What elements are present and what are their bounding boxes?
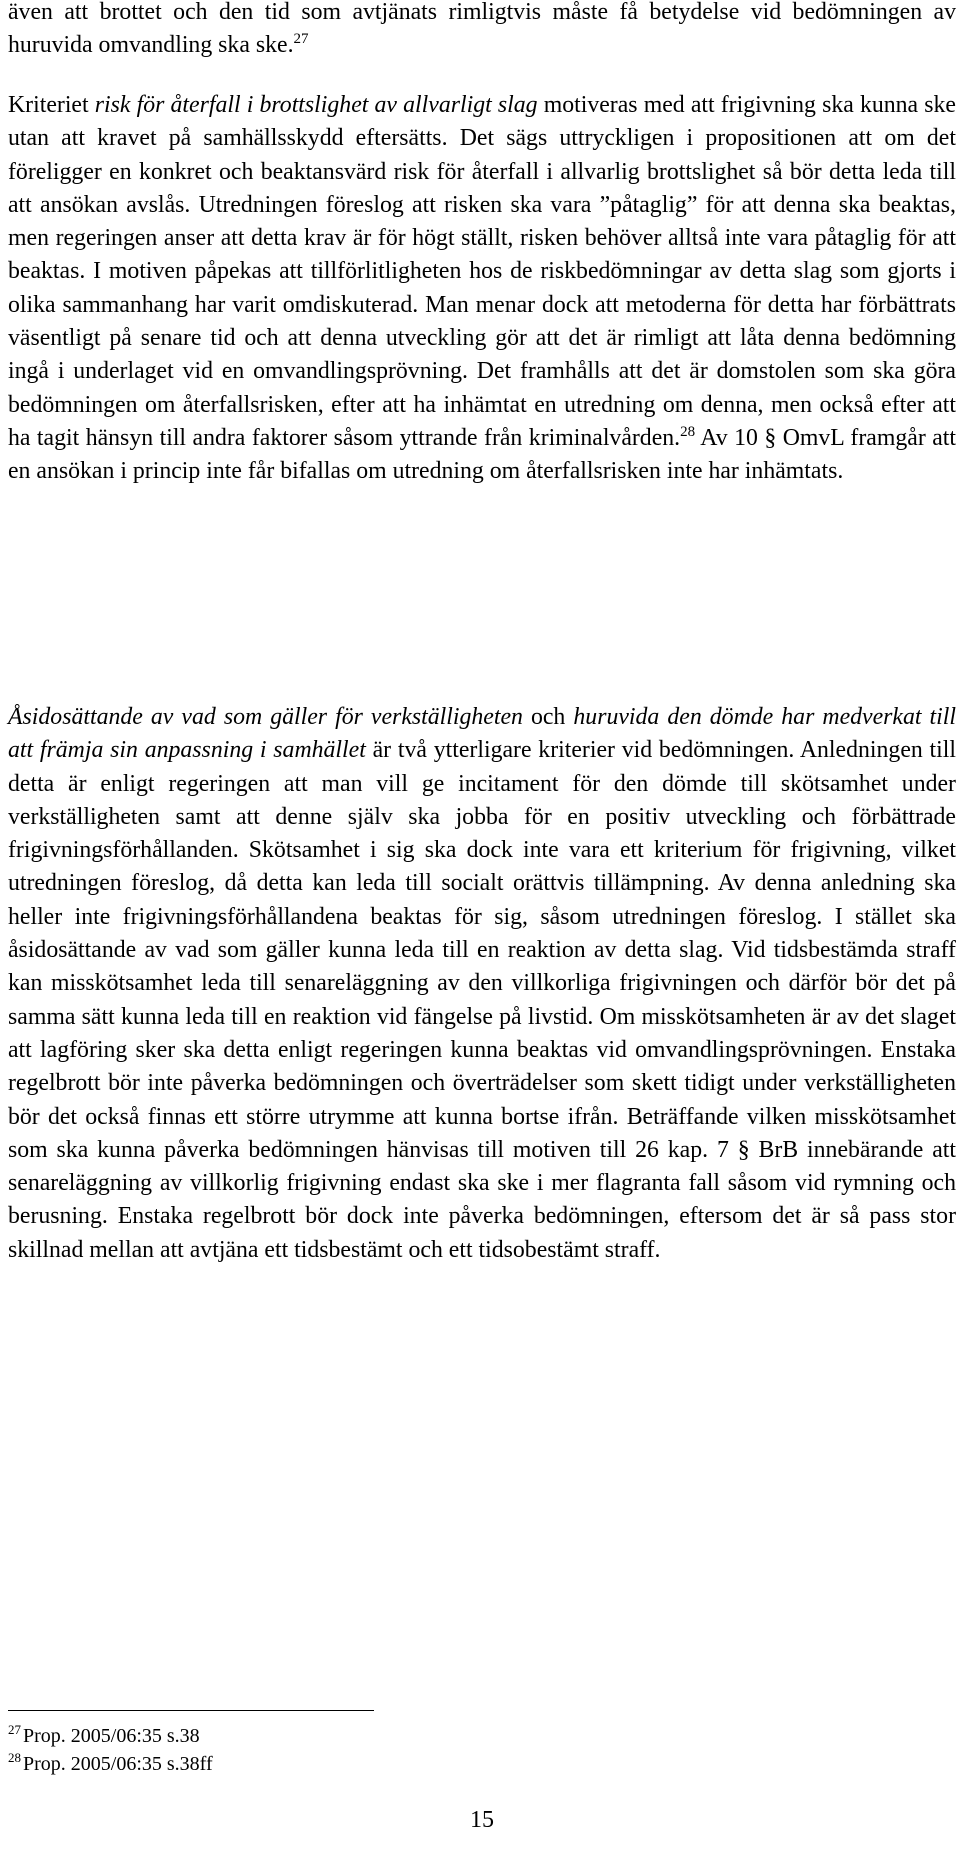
conjunction: och xyxy=(522,704,574,730)
footnote-28 xyxy=(8,1750,213,1778)
paragraph-tail: Av 10 § OmvL framgår att en ansökan i princip inte får bifallas om utredning om återfallsrisken inte har inhämtats. xyxy=(8,424,957,485)
footnote-text: Prop. 2005/06:35 s.38 xyxy=(23,1725,200,1747)
paragraph-recidivism-risk xyxy=(8,89,956,489)
paragraph-text: motiveras med att frigivning ska kunna ske utan att kravet på samhällsskydd eftersätts. Det sägs uttryckligen i propositionen att om det föreligger en konkret och beaktansvärd risk för återfall i allvarlig brottslighet så bör detta leda till att ansökan avslås. Utredningen föreslog att risken ska vara ”påtaglig” för att denna ska beaktas, men regeringen anser att detta krav är för högt ställt, risken behöver alltså inte vara påtaglig för att beaktas. I motiven påpekas att tillförlitligheten hos de riskbedömningar av detta slag som gjorts i olika sammanhang har varit omdiskuterad. Man menar dock att metoderna för detta har förbättrats väsentligt på senare tid och att denna utveckling gör att det är rimligt att låta denna bedömning ingå i underlaget vid en omvandlingsprövning. Det framhålls att det är domstolen som ska göra bedömningen om återfallsrisken, efter att ha inhämtat en utredning om denna, men också efter att ha tagit hänsyn till andra faktorer såsom yttrande från kriminalvården. xyxy=(8,92,956,451)
paragraph-conduct-criteria xyxy=(8,701,956,1267)
criterion-term: risk för återfall i brottslighet av allvarligt slag xyxy=(94,92,538,118)
footnotes xyxy=(8,1722,213,1778)
paragraph-text: är två ytterligare kriterier vid bedömningen. Anledningen till detta är enligt regeringen att man vill ge incitament för den dömde till skötsamhet under verkställigheten samt att denne själv ska jobba för en positiv utveckling och förbättrade frigivningsförhållanden. Skötsamhet i sig ska dock inte vara ett kriterium för frigivning, vilket utredningen föreslog, då detta kan leda till socialt orättvis tillämpning. Av denna anledning ska heller inte frigivningsförhållandena beaktas för sig, såsom utredningen föreslog. I stället ska åsidosättande av vad som gäller kunna leda till en reaktion av detta slag. Vid tidsbestämda straff kan misskötsamhet leda till senareläggning av den villkorliga frigivningen och därför bör det på samma sätt kunna leda till en reaktion vid fängelse på livstid. Om misskötsamheten är av det slaget att lagföring sker ska detta enligt regeringen kunna beaktas vid omvandlingsprövningen. Enstaka regelbrott bör inte påverka bedömningen och överträdelser som skett tidigt under verkställigheten bör det också finnas ett större utrymme att kunna bortse ifrån. Beträffande vilken misskötsamhet som ska kunna påverka bedömningen hänvisas till motiven till 26 kap. 7 § BrB innebärande att senareläggning av villkorlig frigivning endast ska ske i mer flagranta fall såsom vid rymning och berusning. Enstaka regelbrott bör dock inte påverka bedömningen, eftersom det är så pass stor skillnad mellan att avtjäna ett tidsbestämt och ett tidsobestämt straff. xyxy=(8,737,956,1263)
paragraph-lead: Kriteriet xyxy=(8,92,95,118)
page-number: 15 xyxy=(470,1807,494,1833)
footnote-separator xyxy=(8,1710,374,1711)
criterion-term-1: Åsidosättande av vad som gäller för verkställigheten xyxy=(8,704,523,730)
footnote-number: 28 xyxy=(8,1750,21,1766)
criterion-term-2: huruvida den dömde har medverkat till att främja sin anpassning i samhället xyxy=(8,704,956,764)
footnote-number: 27 xyxy=(8,1722,21,1738)
paragraph-text: även att brottet och den tid som avtjänats rimligtvis måste få betydelse vid bedömningen av huruvida omvandling ska ske. xyxy=(8,0,956,59)
footnote-ref-27: 27 xyxy=(293,31,309,48)
footnote-27 xyxy=(8,1722,213,1750)
paragraph-continuation xyxy=(8,0,956,63)
footnote-text: Prop. 2005/06:35 s.38ff xyxy=(23,1753,213,1775)
footnote-ref-28: 28 xyxy=(680,424,696,441)
